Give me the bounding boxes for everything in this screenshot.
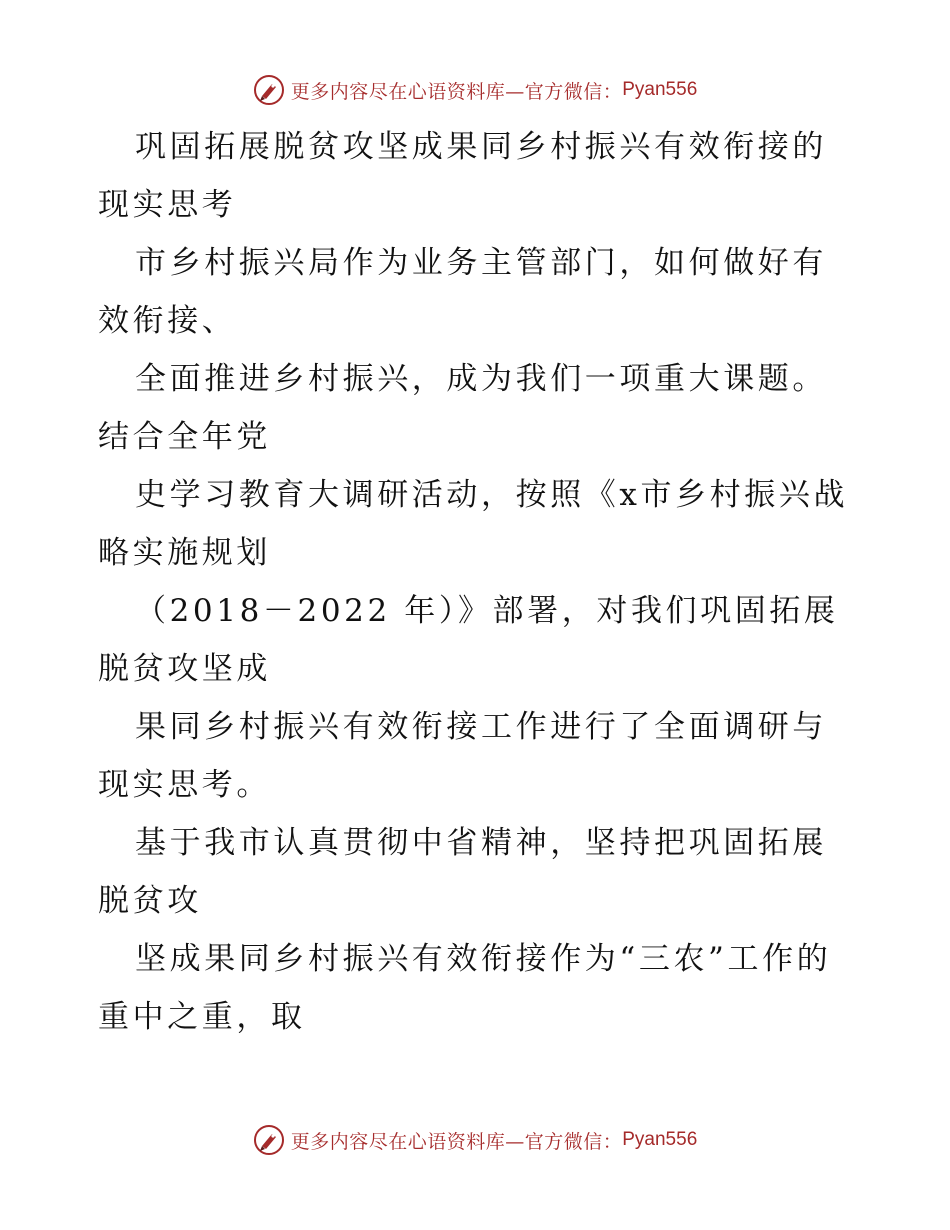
footer-banner <box>0 1120 950 1160</box>
paragraph: 史学习教育大调研活动，按照《x市乡村振兴战略实施规划 <box>98 477 849 571</box>
pen-nib-logo-icon <box>253 74 285 106</box>
paragraph: 基于我市认真贯彻中省精神，坚持把巩固拓展脱贫攻 <box>98 825 827 919</box>
banner-text: 更多内容尽在心语资料库—官方微信： <box>290 1130 623 1153</box>
header-banner <box>0 70 950 110</box>
paragraph: 果同乡村振兴有效衔接工作进行了全面调研与现实思考。 <box>98 709 827 803</box>
paragraph: 全面推进乡村振兴，成为我们一项重大课题。结合全年党 <box>98 361 827 455</box>
banner-text: 更多内容尽在心语资料库—官方微信： <box>290 80 623 103</box>
paragraph: （2018－2022 年）》部署，对我们巩固拓展脱贫攻坚成 <box>98 593 839 687</box>
wechat-account: Pyan556 <box>622 1129 698 1150</box>
paragraph: 市乡村振兴局作为业务主管部门，如何做好有效衔接、 <box>98 245 827 339</box>
paragraph: 坚成果同乡村振兴有效衔接作为“三农”工作的重中之重，取 <box>98 941 832 1035</box>
document-body <box>98 118 858 1046</box>
wechat-account: Pyan556 <box>622 79 698 100</box>
paragraph: 巩固拓展脱贫攻坚成果同乡村振兴有效衔接的现实思考 <box>98 129 827 223</box>
pen-nib-logo-icon <box>253 1124 285 1156</box>
